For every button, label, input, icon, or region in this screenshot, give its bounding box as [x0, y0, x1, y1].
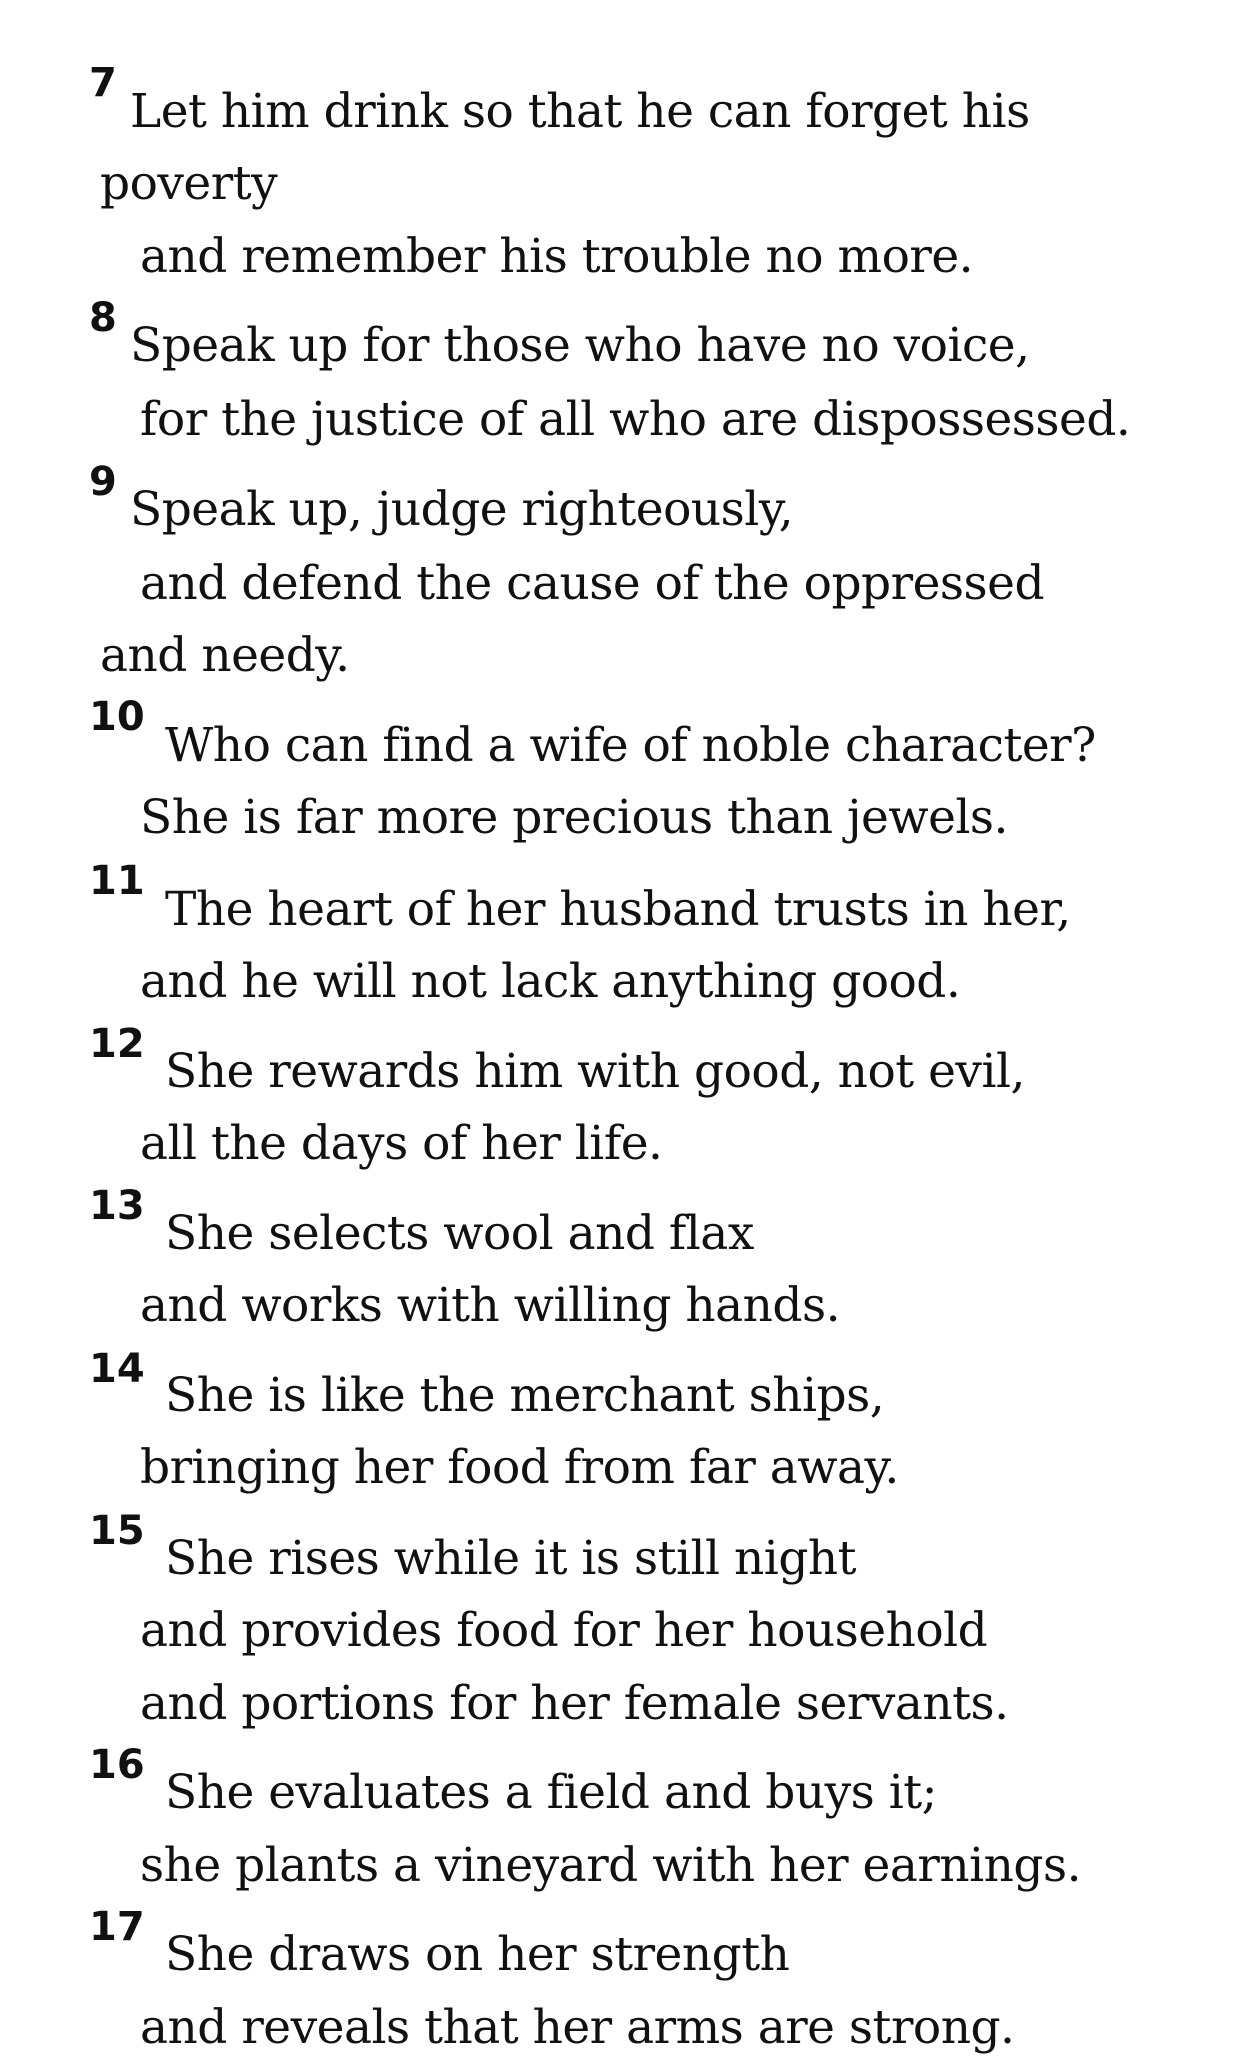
- verse-line: and needy.: [100, 628, 350, 683]
- verse-line: and he will not lack anything good.: [140, 954, 961, 1009]
- verse-number: 13: [89, 1183, 145, 1229]
- verse-line: The heart of her husband trusts in her,: [165, 882, 1071, 937]
- verse-line: and defend the cause of the oppressed: [140, 556, 1045, 611]
- verse-number: 8: [89, 295, 117, 341]
- verse-line: She draws on her strength: [165, 1927, 790, 1982]
- verse-number: 16: [89, 1742, 145, 1788]
- verse-line: and remember his trouble no more.: [140, 229, 974, 284]
- verse-number: 11: [89, 858, 145, 904]
- verse-line: Let him drink so that he can forget his: [130, 84, 1030, 139]
- verse-number: 15: [89, 1508, 145, 1554]
- verse-line: and reveals that her arms are strong.: [140, 2000, 1015, 2055]
- verse-line: she plants a vineyard with her earnings.: [140, 1838, 1082, 1893]
- verse-line: Speak up, judge righteously,: [130, 482, 794, 537]
- verse-line: and works with willing hands.: [140, 1278, 841, 1333]
- verse-line: and provides food for her household: [140, 1603, 988, 1658]
- verse-number: 10: [89, 694, 145, 740]
- verse-line: She is like the merchant ships,: [165, 1368, 885, 1423]
- verse-line: all the days of her life.: [140, 1116, 663, 1171]
- verse-line: and portions for her female servants.: [140, 1676, 1009, 1731]
- verse-line: Who can find a wife of noble character?: [165, 718, 1096, 773]
- verse-line: poverty: [100, 156, 278, 211]
- verse-line: She is far more precious than jewels.: [140, 790, 1008, 845]
- verse-number: 17: [89, 1904, 145, 1950]
- verse-line: She rises while it is still night: [165, 1531, 857, 1586]
- verse-line: for the justice of all who are dispossessed.: [140, 392, 1131, 447]
- verse-line: She selects wool and flax: [165, 1206, 754, 1261]
- verse-line: She rewards him with good, not evil,: [165, 1044, 1025, 1099]
- verse-number: 9: [89, 459, 117, 505]
- verse-line: Speak up for those who have no voice,: [130, 318, 1030, 373]
- verse-line: bringing her food from far away.: [140, 1440, 899, 1495]
- verse-number: 14: [89, 1346, 145, 1392]
- verse-number: 7: [89, 60, 117, 106]
- verse-line: She evaluates a field and buys it;: [165, 1765, 937, 1820]
- verse-number: 12: [89, 1021, 145, 1067]
